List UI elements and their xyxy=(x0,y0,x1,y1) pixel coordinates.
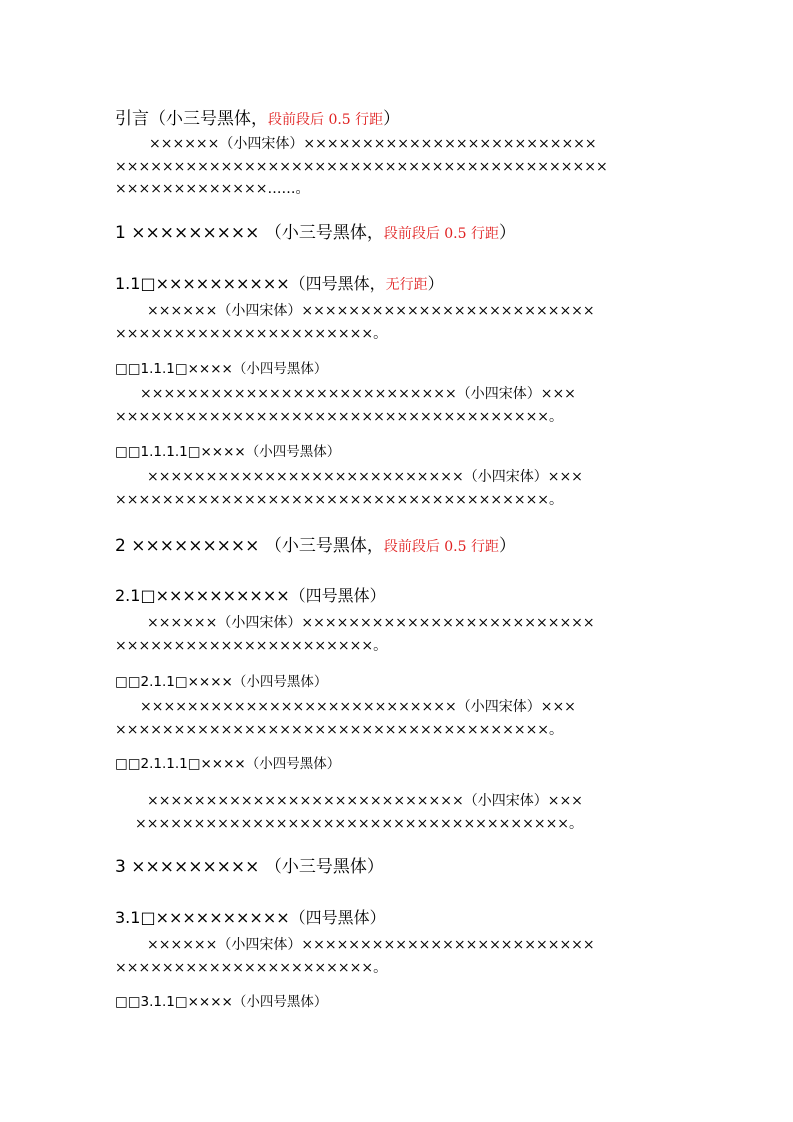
section-1-1-heading xyxy=(115,271,444,294)
section-1-1-1-paragraph xyxy=(115,383,576,428)
intro-paragraph xyxy=(115,133,608,201)
heading-close: ） xyxy=(383,109,401,129)
section-2-1-1-paragraph xyxy=(115,696,576,741)
spacing-note: 段前段后 0.5 行距 xyxy=(268,112,384,128)
heading-text: 2.1□××××××××××（四号黑体） xyxy=(115,586,386,605)
heading-close: ） xyxy=(427,274,444,293)
heading-text: 3 ××××××××× （小三号黑体） xyxy=(115,857,384,877)
spacing-note: 段前段后 0.5 行距 xyxy=(383,226,499,242)
paragraph-line: ×××××××××××××××××××××××××××（小四宋体）××× xyxy=(140,386,576,402)
heading-text: 1.1□××××××××××（四号黑体， xyxy=(115,274,386,293)
spacing-note: 段前段后 0.5 行距 xyxy=(383,539,499,555)
paragraph-line: ×××××××××××××××××××××××××××××××××××××。 xyxy=(115,491,564,508)
section-2-1-heading xyxy=(115,583,386,606)
section-3-1-paragraph xyxy=(115,934,595,979)
paragraph-line: ×××××××××××××××××××××××××××××××××××××。 xyxy=(115,721,564,738)
paragraph-line: ×××××××××××××××××××××××××××××××××××××。 xyxy=(115,408,564,425)
heading-text: 2 ××××××××× （小三号黑体， xyxy=(115,536,384,556)
intro-heading xyxy=(115,104,400,129)
heading-text: □□2.1.1.1□××××（小四号黑体） xyxy=(115,756,341,772)
heading-text: 引言（小三号黑体， xyxy=(115,109,268,129)
heading-text: □□1.1.1.1□××××（小四号黑体） xyxy=(115,444,341,460)
heading-text: □□1.1.1□××××（小四号黑体） xyxy=(115,361,328,377)
section-1-heading xyxy=(115,218,516,243)
paragraph-line: ×××××××××××××××××××××××××××（小四宋体）××× xyxy=(147,469,583,485)
heading-text: 3.1□××××××××××（四号黑体） xyxy=(115,908,386,927)
paragraph-line: ×××××××××××××××××××××××××××××××××××××××××× xyxy=(115,158,608,175)
section-1-1-1-heading xyxy=(115,357,327,377)
paragraph-line: ××××××（小四宋体）××××××××××××××××××××××××× xyxy=(147,303,595,319)
paragraph-line: ×××××××××××××××××××××××××××（小四宋体）××× xyxy=(140,699,576,715)
heading-text: □□3.1.1□××××（小四号黑体） xyxy=(115,994,328,1010)
section-2-heading xyxy=(115,531,516,556)
section-1-1-paragraph xyxy=(115,300,595,345)
paragraph-line: ××××××（小四宋体）××××××××××××××××××××××××× xyxy=(149,136,597,152)
section-1-1-1-1-paragraph xyxy=(115,466,583,511)
section-3-1-heading xyxy=(115,905,386,928)
heading-text: 1 ××××××××× （小三号黑体， xyxy=(115,223,384,243)
paragraph-line: ××××××××××××××××××××××。 xyxy=(115,637,388,654)
paragraph-line: ×××××××××××××××××××××××××××（小四宋体）××× xyxy=(147,793,583,809)
paragraph-line: ××××××（小四宋体）××××××××××××××××××××××××× xyxy=(147,937,595,953)
paragraph-line: ××××××（小四宋体）××××××××××××××××××××××××× xyxy=(147,615,595,631)
paragraph-line: ×××××××××××××……。 xyxy=(115,181,310,197)
spacing-note: 无行距 xyxy=(385,277,428,293)
section-1-1-1-1-heading xyxy=(115,440,340,460)
section-2-1-1-1-paragraph xyxy=(115,790,583,835)
heading-close: ） xyxy=(499,223,516,243)
heading-text: □□2.1.1□××××（小四号黑体） xyxy=(115,674,328,690)
section-3-heading xyxy=(115,852,384,877)
section-2-1-1-1-heading xyxy=(115,752,340,772)
paragraph-line: ×××××××××××××××××××××××××××××××××××××。 xyxy=(135,815,584,832)
section-2-1-paragraph xyxy=(115,612,595,657)
section-3-1-1-heading xyxy=(115,990,327,1010)
heading-close: ） xyxy=(499,536,516,556)
paragraph-line: ××××××××××××××××××××××。 xyxy=(115,325,388,342)
section-2-1-1-heading xyxy=(115,670,327,690)
paragraph-line: ××××××××××××××××××××××。 xyxy=(115,959,388,976)
